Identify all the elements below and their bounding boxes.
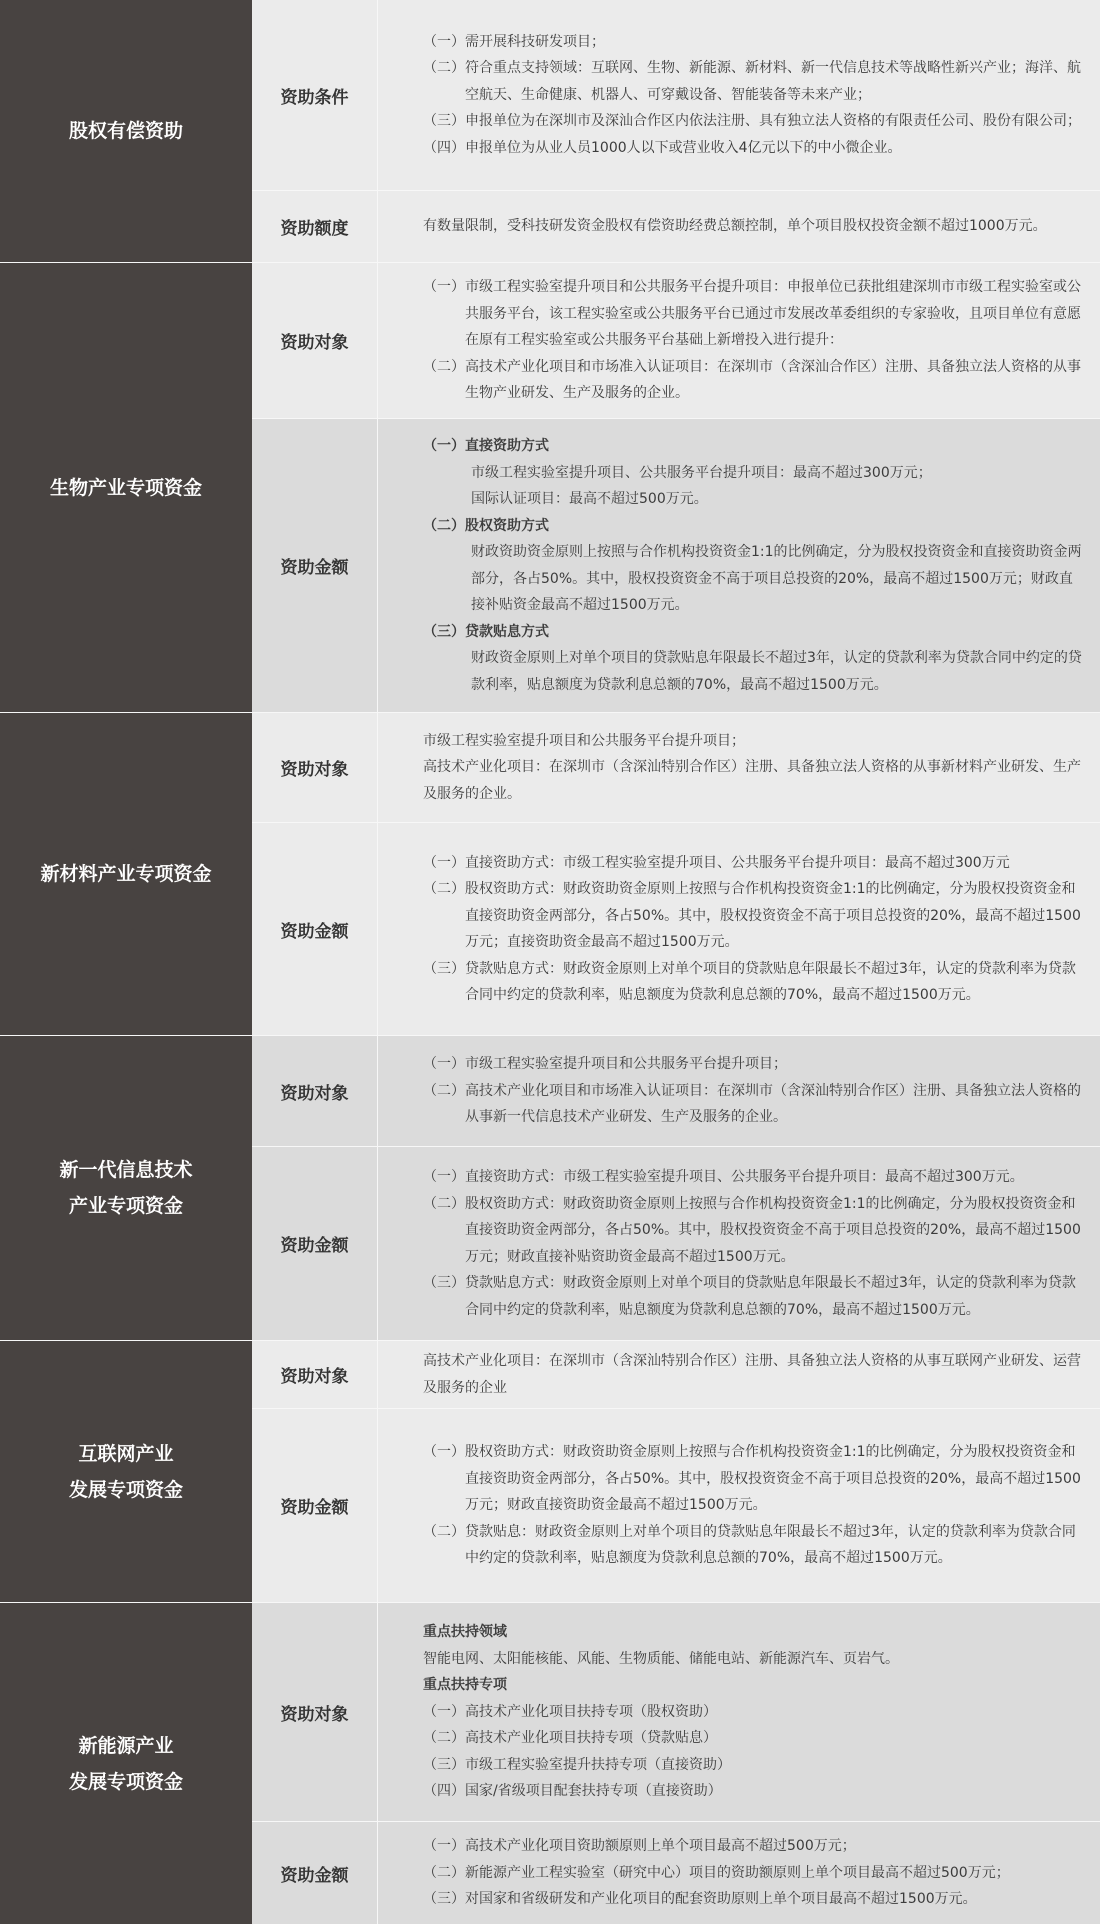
section-new-materials: [0, 713, 1100, 1035]
list-item: （二） 高技术产业化项目扶持专项（贷款贴息）: [423, 1730, 717, 1747]
list-item: （四） 申报单位为从业人员1000人以下或营业收入4亿元以下的中小微企业。: [423, 139, 902, 156]
row-content: [379, 0, 1100, 190]
list-item: （三） 贷款贴息方式：财政资金原则上对单个项目的贷款贴息年限最长不超过3年，认定的贷款利率为贷款合同中约定的贷款利率，贴息额度为贷款利息总额的70%，最高不超过1500万元。: [423, 960, 1076, 1003]
row-label: 资助金额: [252, 1822, 378, 1924]
row-amount: [252, 1146, 1100, 1340]
section-equity-funding: [0, 0, 1100, 262]
list-item: （三） 贷款贴息方式：财政资金原则上对单个项目的贷款贴息年限最长不超过3年，认定的贷款利率为贷款合同中约定的贷款利率，贴息额度为贷款利息总额的70%，最高不超过1500万元。: [423, 1275, 1076, 1318]
list-item: （三） 市级工程实验室提升扶持专项（直接资助）: [423, 1756, 731, 1773]
list-item: （一） 高技术产业化项目扶持专项（股权资助）: [423, 1703, 717, 1720]
list-item: （一） 市级工程实验室提升项目和公共服务平台提升项目；: [423, 1056, 787, 1073]
section-bio-industry: [0, 263, 1100, 712]
list-item: 市级工程实验室提升项目和公共服务平台提升项目；: [423, 732, 745, 749]
row-target: [252, 1603, 1100, 1821]
row-label: 资助额度: [252, 191, 378, 262]
category-title-line-2: 发展专项资金: [68, 1770, 183, 1793]
row-content: [379, 191, 1100, 262]
list-item: （二） 贷款贴息：财政资金原则上对单个项目的贷款贴息年限最长不超过3年，认定的贷款利率为贷款合同中约定的贷款利率，贴息额度为贷款利息总额的70%，最高不超过1500万元。: [423, 1523, 1076, 1567]
list-item: （二） 高技术产业化项目和市场准入认证项目：在深圳市（含深汕特别合作区）注册、具备独立法人资格的从事新一代信息技术产业研发、生产及服务的企业。: [423, 1082, 1081, 1126]
row-content: [379, 419, 1100, 712]
row-amount: [252, 1821, 1100, 1924]
category-cell: [0, 263, 252, 712]
list-subitem: 国际认证项目：最高不超过500万元。: [471, 491, 708, 507]
list-item: （三） 对国家和省级研发和产业化项目的配套资助原则上单个项目最高不超过1500万元。: [423, 1891, 977, 1908]
row-label: 资助对象: [252, 1036, 378, 1146]
list-item: （一） 直接资助方式：市级工程实验室提升项目、公共服务平台提升项目：最高不超过300万元。: [423, 1169, 1024, 1185]
category-cell: [0, 713, 252, 1035]
list-item: （二） 股权资助方式：财政资助资金原则上按照与合作机构投资资金1:1的比例确定，分为股权投资资金和直接资助资金两部分，各占50%。其中，股权投资资金不高于项目总投资的20%，最高不超过1500万元；财政直接补贴资助资金最高不超过1500万元。: [423, 1195, 1081, 1265]
list-item: （二） 符合重点支持领域：互联网、生物、新能源、新材料、新一代信息技术等战略性新兴产业；海洋、航空航天、生命健康、机器人、可穿戴设备、智能装备等未来产业；: [423, 60, 1081, 103]
list-item: （二） 股权资助方式：财政资助资金原则上按照与合作机构投资资金1:1的比例确定，分为股权投资资金和直接资助资金两部分，各占50%。其中，股权投资资金不高于项目总投资的20%，最高不超过1500万元；直接资助资金最高不超过1500万元。: [423, 881, 1081, 950]
list-heading: 重点扶持专项: [423, 1677, 507, 1694]
category-cell: [0, 0, 252, 262]
row-content: [379, 1409, 1100, 1602]
row-label: 资助金额: [252, 1409, 378, 1602]
row-target: [252, 713, 1100, 822]
list-item: 有数量限制，受科技研发资金股权有偿资助经费总额控制，单个项目股权投资金额不超过1000万元。: [423, 218, 1047, 235]
row-content: [379, 1341, 1100, 1408]
category-title-line-1: 新能源产业: [78, 1734, 174, 1757]
section-new-energy: [0, 1603, 1100, 1924]
row-content: [379, 1036, 1100, 1146]
row-label: 资助金额: [252, 823, 378, 1035]
list-subitem: 财政资金原则上对单个项目的贷款贴息年限最长不超过3年，认定的贷款利率为贷款合同中约定的贷款利率，贴息额度为贷款利息总额的70%，最高不超过1500万元。: [471, 650, 1082, 693]
list-item: （二） 高技术产业化项目和市场准入认证项目：在深圳市（含深汕合作区）注册、具备独立法人资格的从事生物产业研发、生产及服务的企业。: [423, 358, 1081, 402]
list-item: （一） 直接资助方式：市级工程实验室提升项目、公共服务平台提升项目：最高不超过300万元: [423, 854, 1010, 871]
list-item: （一） 股权资助方式：财政资助资金原则上按照与合作机构投资资金1:1的比例确定，分为股权投资资金和直接资助资金两部分，各占50%。其中，股权投资资金不高于项目总投资的20%，最高不超过1500万元；财政直接资助资金最高不超过1500万元。: [423, 1444, 1081, 1514]
row-target: [252, 1341, 1100, 1408]
list-item: （四） 国家/省级项目配套扶持专项（直接资助）: [423, 1783, 722, 1800]
section-internet: [0, 1341, 1100, 1602]
list-item: （一） 高技术产业化项目资助额原则上单个项目最高不超过500万元；: [423, 1838, 856, 1855]
list-item: 智能电网、太阳能核能、风能、生物质能、储能电站、新能源汽车、页岩气。: [423, 1650, 899, 1667]
row-label: 资助金额: [252, 1147, 378, 1340]
category-title: 股权有偿资助: [68, 120, 183, 142]
row-amount: [252, 418, 1100, 712]
section-new-it: [0, 1036, 1100, 1340]
row-label: 资助条件: [252, 0, 378, 190]
list-item: 高技术产业化项目：在深圳市（含深汕特别合作区）注册、具备独立法人资格的从事新材料产业研发、生产及服务的企业。: [423, 759, 1081, 802]
category-cell: [0, 1603, 252, 1924]
category-cell: [0, 1341, 252, 1602]
list-item: （一） 市级工程实验室提升项目和公共服务平台提升项目：申报单位已获批组建深圳市市级工程实验室或公共服务平台，该工程实验室或公共服务平台已通过市发展改革委组织的专家验收，且项目单位有意愿在原有工程实验室或公共服务平台基础上新增投入进行提升：: [423, 279, 1081, 349]
category-cell: [0, 1036, 252, 1340]
row-label: 资助对象: [252, 1603, 378, 1821]
list-item: 高技术产业化项目：在深圳市（含深汕特别合作区）注册、具备独立法人资格的从事互联网产业研发、运营及服务的企业: [423, 1353, 1081, 1396]
list-item: （二） 股权资助方式: [423, 517, 549, 534]
row-amount: [252, 1408, 1100, 1602]
list-item: （三） 申报单位为在深圳市及深汕合作区内依法注册、具有独立法人资格的有限责任公司、股份有限公司；: [423, 113, 1081, 130]
row-label: 资助对象: [252, 1341, 378, 1408]
list-item: （三） 贷款贴息方式: [423, 623, 549, 640]
category-title-line-2: 发展专项资金: [68, 1478, 183, 1501]
row-amount: [252, 822, 1100, 1035]
row-content: [379, 713, 1100, 822]
category-title-line-1: 新一代信息技术: [59, 1159, 193, 1181]
list-subitem: 财政资助资金原则上按照与合作机构投资资金1:1的比例确定，分为股权投资资金和直接资助资金两部分，各占50%。其中，股权投资资金不高于项目总投资的20%，最高不超过1500万元；财政直接补贴资金最高不超过1500万元。: [471, 544, 1082, 613]
category-title-line-1: 互联网产业: [78, 1442, 174, 1465]
list-item: （二） 新能源产业工程实验室（研究中心）项目的资助额原则上单个项目最高不超过500万元；: [423, 1864, 1010, 1881]
category-title-line-2: 产业专项资金: [68, 1195, 183, 1217]
row-content: [379, 1822, 1100, 1924]
row-label: 资助对象: [252, 713, 378, 822]
list-heading: 重点扶持领域: [423, 1624, 507, 1641]
row-target: [252, 1036, 1100, 1146]
list-item: （一） 需开展科技研发项目；: [423, 33, 605, 50]
category-title: 新材料产业专项资金: [40, 863, 212, 885]
list-item: （一） 直接资助方式: [423, 438, 549, 454]
row-label: 资助金额: [252, 419, 378, 712]
row-content: [379, 263, 1100, 418]
row-content: [379, 1147, 1100, 1340]
row-conditions: [252, 0, 1100, 190]
row-amount: [252, 190, 1100, 262]
list-subitem: 市级工程实验室提升项目、公共服务平台提升项目：最高不超过300万元；: [471, 464, 932, 481]
category-title: 生物产业专项资金: [49, 476, 202, 499]
row-content: [379, 1603, 1100, 1821]
row-label: 资助对象: [252, 263, 378, 418]
row-content: [379, 823, 1100, 1035]
row-target: [252, 263, 1100, 418]
